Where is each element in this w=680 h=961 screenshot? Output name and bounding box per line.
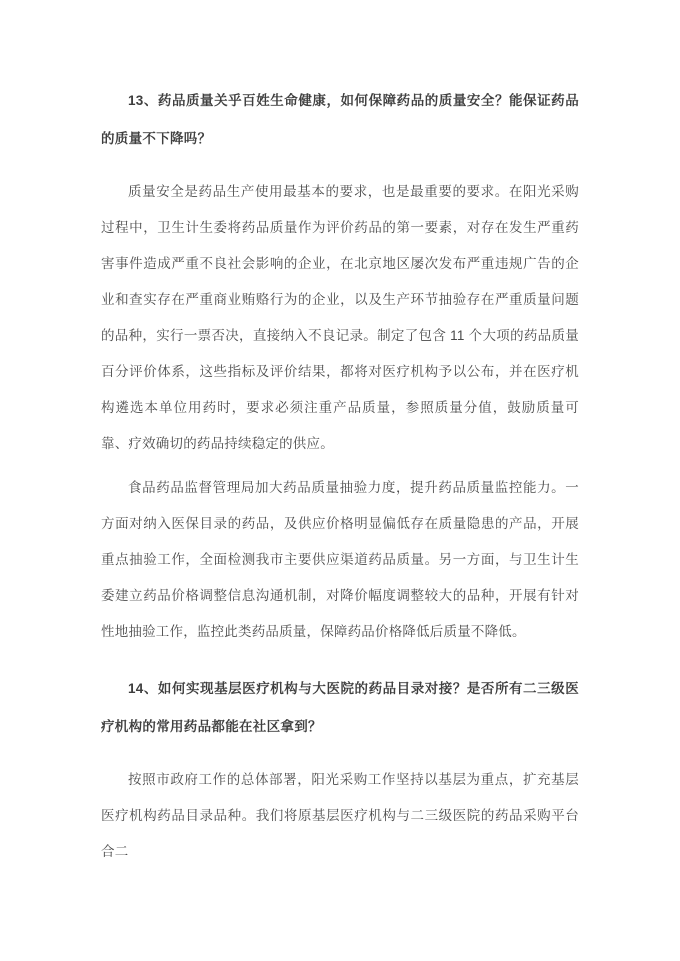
answer-14-paragraph-1: 按照市政府工作的总体部署，阳光采购工作坚持以基层为重点，扩充基层医疗机构药品目录品种。我们将原基层医疗机构与二三级医院的药品采购平台合二 bbox=[101, 772, 579, 859]
answer-13-paragraph-2: 食品药品监督管理局加大药品质量抽验力度，提升药品质量监控能力。一方面对纳入医保目录的药品，及供应价格明显偏低存在质量隐患的产品，开展重点抽验工作，全面检测我市主要供应渠道药品质量。另一方面，与卫生计生委建立药品价格调整信息沟通机制，对降价幅度调整较大的品种，开展有针对性地抽验工作，监控此类药品质量，保障药品价格降低后质量不降低。 bbox=[101, 480, 579, 639]
question-13-heading: 13、药品质量关乎百姓生命健康，如何保障药品的质量安全？能保证药品的质量不下降吗？ bbox=[101, 93, 579, 146]
answer-13-paragraph-1: 质量安全是药品生产使用最基本的要求，也是最重要的要求。在阳光采购过程中，卫生计生委将药品质量作为评价药品的第一要素，对存在发生严重药害事件造成严重不良社会影响的企业，在北京地区屡次发布严重违规广告的企业和查实存在严重商业贿赂行为的企业，以及生产环节抽验存在严重质量问题的品种，实行一票否决，直接纳入不良记录。制定了包含 11 个大项的药品质量百分评价体系，这些指标及评价结果，都将对医疗机构予以公布，并在医疗机构遴选本单位用药时，要求必须注重产品质量，参照质量分值，鼓励质量可靠、疗效确切的药品持续稳定的供应。 bbox=[101, 184, 579, 451]
question-14-heading: 14、如何实现基层医疗机构与大医院的药品目录对接？是否所有二三级医疗机构的常用药品都能在社区拿到？ bbox=[101, 681, 579, 734]
